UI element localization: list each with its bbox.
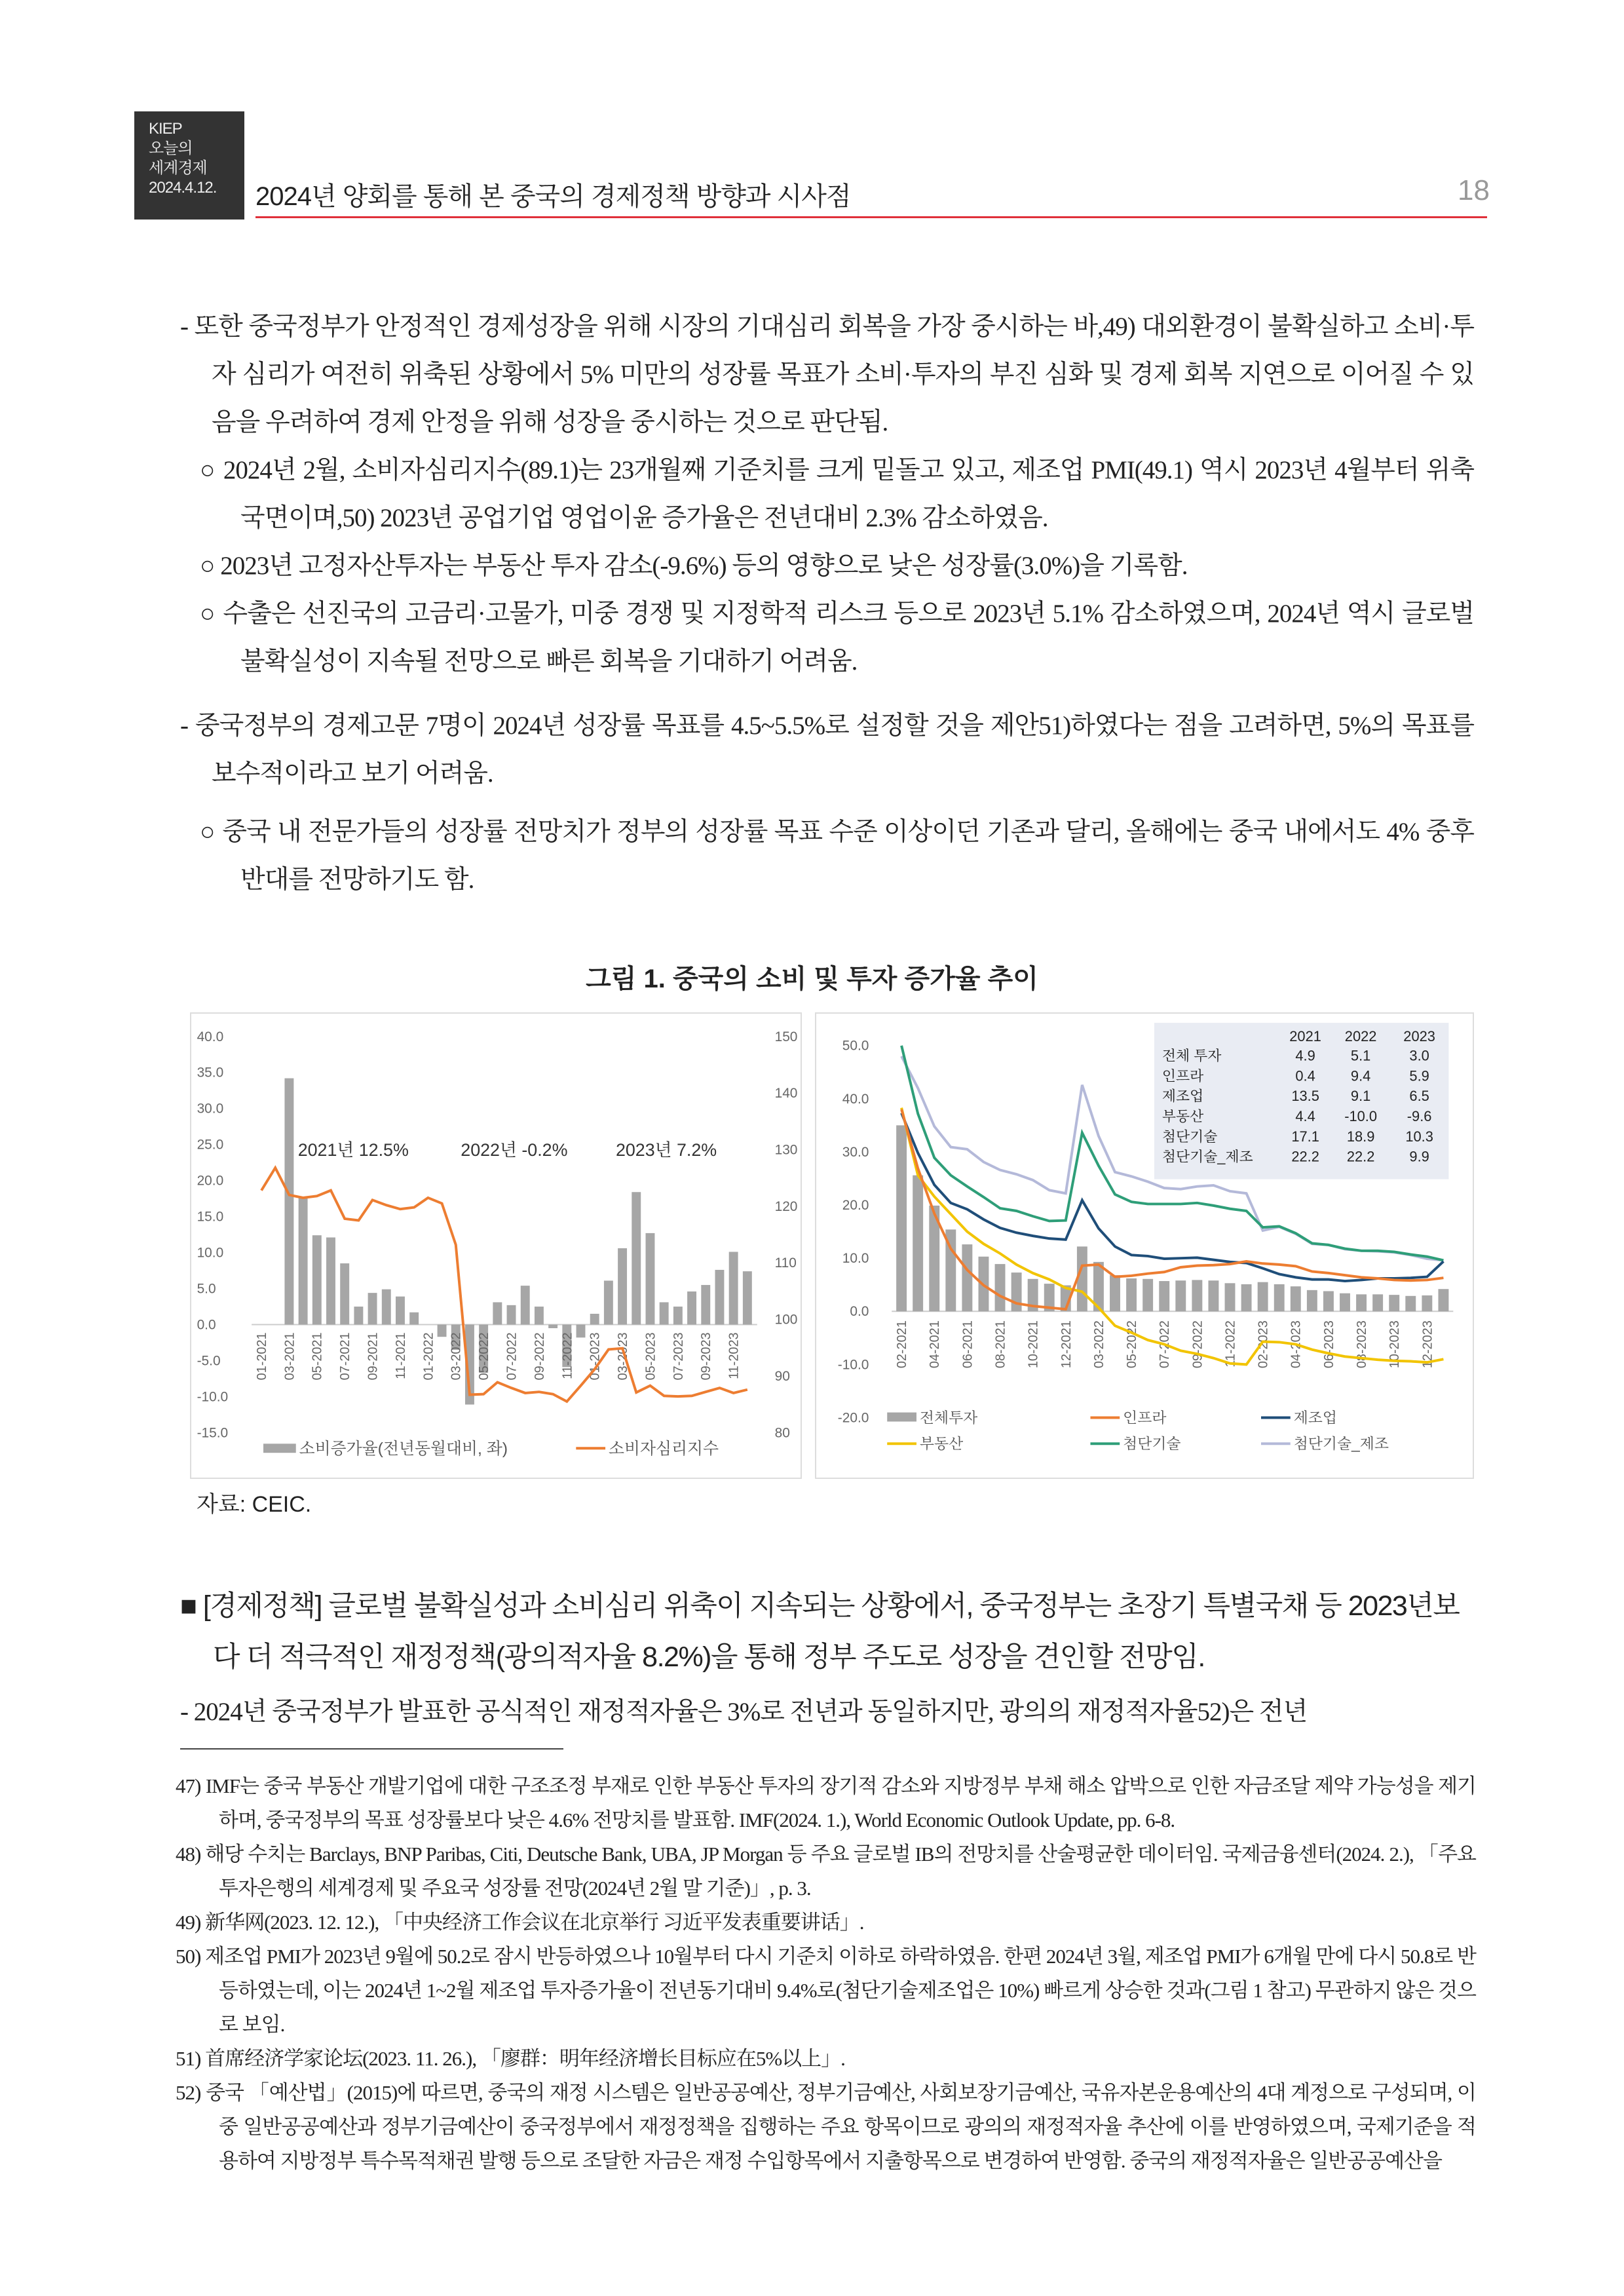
badge-line: KIEP xyxy=(149,120,182,138)
bar xyxy=(660,1302,669,1324)
annotation: 2023년 7.2% xyxy=(615,1139,717,1160)
table-cell: 9.1 xyxy=(1350,1088,1371,1105)
x-tick-label: 11-2022 xyxy=(1223,1320,1238,1368)
table-cell: 첨단기술 xyxy=(1161,1128,1218,1145)
y2-tick-label: 130 xyxy=(774,1142,798,1158)
x-tick-label: 09-2023 xyxy=(699,1332,714,1381)
bar xyxy=(396,1297,405,1325)
figure-title: 그림 1. 중국의 소비 및 투자 증가율 추이 xyxy=(586,965,1038,993)
table-cell: 4.9 xyxy=(1295,1047,1315,1064)
bar xyxy=(962,1244,972,1311)
bar xyxy=(299,1197,308,1325)
y-tick-label: 25.0 xyxy=(197,1137,224,1153)
bar xyxy=(1405,1296,1416,1312)
y-tick-label: 10.0 xyxy=(842,1251,869,1267)
bar xyxy=(340,1263,349,1324)
x-tick-label: 08-2023 xyxy=(1355,1320,1370,1369)
table-cell: 부동산 xyxy=(1161,1108,1204,1125)
y2-tick-label: 120 xyxy=(774,1198,798,1214)
bar xyxy=(1126,1278,1137,1311)
y-tick-label: -10.0 xyxy=(837,1357,869,1373)
y-tick-label: 20.0 xyxy=(197,1173,224,1189)
y-tick-label: 5.0 xyxy=(197,1281,216,1297)
bar xyxy=(312,1235,322,1324)
bar xyxy=(715,1270,724,1325)
figure-source: 자료: CEIC. xyxy=(197,1492,312,1517)
table-cell: 17.1 xyxy=(1291,1128,1319,1145)
bullet-item: ○ 중국 내 전문가들의 성장률 전망치가 정부의 성장률 목표 수준 이상이던 기존과 달리, 올해에는 중국 내에서도 4% 중후반대를 전망하기도 함. xyxy=(200,818,1474,894)
bar xyxy=(354,1307,363,1324)
header-divider xyxy=(255,216,1487,218)
y2-tick-label: 110 xyxy=(774,1255,797,1271)
badge-line: 세계경제 xyxy=(149,159,207,177)
y-tick-label: 0.0 xyxy=(850,1304,869,1320)
x-tick-label: 07-2023 xyxy=(671,1332,686,1381)
footnote: 48) 해당 수치는 Barclays, BNP Paribas, Citi, Deutsche Bank, UBA, JP Morgan 등 주요 글로벌 IB의 전망치를 산술평균한 데이터임. 국제금융센터(2024. 2.), 「주요 투자은행의 세계경제 및 주요국 성장률 전망(2024년 2월 말 기준)」, p. 3. xyxy=(176,1843,1476,1900)
y-tick-label: -15.0 xyxy=(197,1425,229,1441)
bar xyxy=(576,1325,586,1338)
x-tick-label: 03-2021 xyxy=(282,1332,297,1381)
table-cell: 0.4 xyxy=(1295,1067,1315,1084)
bar xyxy=(687,1292,696,1325)
legend-label: 부동산 xyxy=(919,1435,964,1453)
x-tick-label: 05-2023 xyxy=(643,1332,658,1381)
legend-label: 전체투자 xyxy=(919,1409,978,1426)
paragraph: - 또한 중국정부가 안정적인 경제성장을 위해 시장의 기대심리 회복을 가장 중시하는 바,49) 대외환경이 불확실하고 소비·투자 심리가 여전히 위축된 상황에서 5% 미만의 성장률 목표가 소비·투자의 부진 심화 및 경제 회복 지연으로 이어질 수 있음을 우려하여 경제 안정을 위해 성장을 중시하는 것으로 판단됨. xyxy=(180,313,1474,436)
legend-label: 제조업 xyxy=(1293,1409,1337,1426)
y2-tick-label: 90 xyxy=(774,1368,790,1384)
bar xyxy=(896,1125,907,1311)
bar xyxy=(1340,1293,1350,1312)
table-cell: 5.1 xyxy=(1350,1047,1371,1064)
y-tick-label: -10.0 xyxy=(197,1389,229,1405)
table-cell: 6.5 xyxy=(1409,1088,1429,1105)
bar xyxy=(701,1285,710,1324)
footnote-divider xyxy=(180,1748,563,1750)
annotation: 2021년 12.5% xyxy=(297,1139,409,1160)
x-tick-label: 03-2022 xyxy=(1091,1320,1106,1369)
bar xyxy=(382,1290,391,1325)
bar xyxy=(1307,1290,1317,1311)
x-tick-label: 11-2022 xyxy=(560,1332,575,1379)
bullet-item: ○ 수출은 선진국의 고금리·고물가, 미중 경쟁 및 지정학적 리스크 등으로 2023년 5.1% 감소하였으며, 2024년 역시 글로벌 불확실성이 지속될 전망으로 빠른 회복을 기대하기 어려움. xyxy=(200,600,1474,676)
x-tick-label: 04-2023 xyxy=(1289,1320,1304,1369)
table-cell: 10.3 xyxy=(1405,1128,1433,1145)
bar xyxy=(1192,1280,1202,1311)
bar xyxy=(1438,1289,1448,1311)
x-tick-label: 06-2023 xyxy=(1321,1320,1336,1369)
bar xyxy=(632,1192,641,1324)
running-title: 2024년 양회를 통해 본 중국의 경제정책 방향과 시사점 xyxy=(255,182,851,211)
y-tick-label: 30.0 xyxy=(842,1144,869,1160)
bar xyxy=(326,1237,335,1324)
bar xyxy=(1110,1275,1120,1311)
x-tick-label: 09-2022 xyxy=(1190,1320,1205,1369)
bullet-item: ○ 2024년 2월, 소비자심리지수(89.1)는 23개월째 기준치를 크게 밑돌고 있고, 제조업 PMI(49.1) 역시 2023년 4월부터 위축 국면이며,50) 2023년 공업기업 영업이윤 증가율은 전년대비 2.3% 감소하였음. xyxy=(200,456,1474,532)
y-tick-label: -5.0 xyxy=(197,1353,221,1369)
x-tick-label: 02-2023 xyxy=(1256,1320,1271,1369)
footnote: 47) IMF는 중국 부동산 개발기업에 대한 구조조정 부재로 인한 부동산 투자의 장기적 감소와 지방정부 부채 해소 압박으로 인한 자금조달 제약 가능성을 제기하며, 중국정부의 목표 성장률보다 낮은 4.6% 전망치를 발표함. IMF(2024. 1.), World Economic Outlook Update, pp. 6-8. xyxy=(176,1774,1476,1831)
bar xyxy=(548,1325,557,1328)
page-number: 18 xyxy=(1458,174,1490,206)
y-tick-label: 40.0 xyxy=(197,1029,224,1044)
legend-label: 인프라 xyxy=(1123,1409,1167,1426)
bar xyxy=(1225,1283,1236,1311)
x-tick-label: 09-2022 xyxy=(532,1332,547,1381)
y-tick-label: 20.0 xyxy=(842,1198,869,1214)
bar xyxy=(1142,1279,1153,1311)
bar xyxy=(284,1079,293,1325)
bar xyxy=(1372,1294,1383,1311)
investment-chart xyxy=(815,1012,1474,1479)
bar xyxy=(1011,1272,1022,1311)
y2-tick-label: 80 xyxy=(774,1425,790,1441)
footnote: 49) 新华网(2023. 12. 12.), 「中央经济工作会议在北京举行 习近平发表重要讲话」. xyxy=(176,1911,864,1934)
table-cell: 4.4 xyxy=(1295,1108,1315,1125)
legend-label: 첨단기술_제조 xyxy=(1293,1435,1389,1453)
legend-swatch-bar xyxy=(263,1444,296,1453)
x-tick-label: 01-2023 xyxy=(588,1332,603,1381)
y-tick-label: 40.0 xyxy=(842,1091,869,1107)
bar xyxy=(618,1248,627,1325)
table-cell: 22.2 xyxy=(1291,1148,1319,1165)
x-tick-label: 01-2021 xyxy=(254,1332,269,1381)
x-tick-label: 08-2021 xyxy=(993,1320,1008,1369)
x-tick-label: 11-2021 xyxy=(393,1332,408,1379)
x-tick-label: 11-2023 xyxy=(727,1332,742,1379)
table-cell: 첨단기술_제조 xyxy=(1161,1148,1253,1165)
bar xyxy=(368,1293,377,1324)
bar xyxy=(646,1233,655,1325)
table-cell: 13.5 xyxy=(1291,1088,1319,1105)
bar xyxy=(438,1325,447,1337)
legend-label: 소비자심리지수 xyxy=(609,1440,719,1459)
consumption-chart xyxy=(190,1012,802,1479)
y-tick-label: 50.0 xyxy=(842,1038,869,1054)
table-cell: 인프라 xyxy=(1161,1067,1204,1084)
x-tick-label: 07-2022 xyxy=(504,1332,519,1381)
bar xyxy=(729,1252,738,1324)
x-tick-label: 01-2022 xyxy=(421,1332,436,1381)
x-tick-label: 07-2022 xyxy=(1158,1320,1173,1369)
x-tick-label: 02-2021 xyxy=(895,1320,910,1369)
footnote: 51) 首席经济学家论坛(2023. 11. 26.), 「廖群：明年经济增长目标应在5%以上」. xyxy=(176,2047,845,2070)
y2-tick-label: 150 xyxy=(774,1029,798,1044)
table-header: 2023 xyxy=(1403,1027,1435,1044)
y-tick-label: 30.0 xyxy=(197,1101,224,1117)
bar xyxy=(1323,1291,1334,1311)
bar xyxy=(995,1264,1006,1311)
x-tick-label: 10-2023 xyxy=(1388,1320,1403,1369)
table-cell: 9.4 xyxy=(1350,1067,1371,1084)
bar xyxy=(493,1302,502,1324)
table-cell: 전체 투자 xyxy=(1161,1047,1222,1064)
paragraph: - 중국정부의 경제고문 7명이 2024년 성장률 목표를 4.5~5.5%로 설정할 것을 제안51)하였다는 점을 고려하면, 5%의 목표를 보수적이라고 보기 어려움. xyxy=(180,712,1474,788)
bar xyxy=(1389,1295,1399,1311)
y-tick-label: 15.0 xyxy=(197,1209,224,1225)
table-cell: 18.9 xyxy=(1346,1128,1375,1145)
bar xyxy=(1274,1284,1285,1311)
bar xyxy=(1422,1295,1432,1311)
y2-tick-label: 100 xyxy=(774,1312,798,1328)
paragraph: - 2024년 중국정부가 발표한 공식적인 재정적자율은 3%로 전년과 동일하지만, 광의의 재정적자율52)은 전년 xyxy=(180,1698,1308,1726)
x-tick-label: 03-2023 xyxy=(616,1332,631,1381)
bar xyxy=(1175,1280,1186,1311)
bar xyxy=(1258,1282,1268,1312)
table-cell: 3.0 xyxy=(1409,1047,1429,1064)
x-tick-label: 03-2022 xyxy=(449,1332,464,1381)
publication-badge xyxy=(134,111,244,220)
table-cell: -10.0 xyxy=(1344,1108,1378,1125)
x-tick-label: 09-2021 xyxy=(366,1332,381,1381)
badge-line: 오늘의 xyxy=(149,140,193,157)
bullet-item: ○ 2023년 고정자산투자는 부동산 투자 감소(-9.6%) 등의 영향으로 낮은 성장률(3.0%)을 기록함. xyxy=(200,552,1188,580)
bar xyxy=(604,1280,613,1324)
x-tick-label: 05-2021 xyxy=(310,1332,325,1381)
bar xyxy=(1356,1294,1367,1311)
bar xyxy=(409,1312,419,1325)
y-tick-label: -20.0 xyxy=(837,1410,869,1426)
y2-tick-label: 140 xyxy=(774,1086,798,1101)
bar xyxy=(521,1286,530,1324)
x-tick-label: 07-2021 xyxy=(338,1332,353,1381)
x-tick-label: 04-2021 xyxy=(928,1320,943,1369)
section-heading: ■ [경제정책] 글로벌 불확실성과 소비심리 위축이 지속되는 상황에서, 중국정부는 초장기 특별국채 등 2023년보다 더 적극적인 재정정책(광의적자율 8.2%)을 통해 정부 주도로 성장을 견인할 전망임. xyxy=(180,1590,1460,1673)
table-cell: 9.9 xyxy=(1409,1148,1429,1165)
bar xyxy=(535,1307,544,1324)
table-cell: 5.9 xyxy=(1409,1067,1429,1084)
footnote: 52) 중국 「예산법」(2015)에 따르면, 중국의 재정 시스템은 일반공공예산, 정부기금예산, 사회보장기금예산, 국유자본운용예산의 4대 계정으로 구성되며, 이 중 일반공공예산과 정부기금예산이 중국정부에서 재정정책을 집행하는 주요 항목이므로 광의의 재정적자율 추산에 이를 반영하였으며, 국제기준을 적용하여 지방정부 특수목적채권 발행 등으로 조달한 자금은 재정 수입항목에서 지출항목으로 변경하여 반영함. 중국의 재정적자율은 일반공공예산을 xyxy=(176,2081,1476,2172)
x-tick-label: 05-2022 xyxy=(477,1332,492,1381)
table-header: 2022 xyxy=(1344,1027,1377,1044)
bar xyxy=(1241,1284,1252,1311)
bar xyxy=(1208,1280,1218,1311)
bar xyxy=(1159,1281,1169,1311)
legend-label: 첨단기술 xyxy=(1123,1435,1181,1453)
y-tick-label: 0.0 xyxy=(197,1317,216,1333)
bar xyxy=(743,1271,752,1324)
table-header: 2021 xyxy=(1289,1027,1321,1044)
legend-swatch-bar xyxy=(887,1413,916,1422)
x-tick-label: 12-2023 xyxy=(1420,1320,1435,1369)
x-tick-label: 05-2022 xyxy=(1125,1320,1140,1369)
y-tick-label: 10.0 xyxy=(197,1245,224,1261)
annotation: 2022년 -0.2% xyxy=(461,1139,568,1160)
table-cell: 제조업 xyxy=(1161,1088,1204,1105)
bar xyxy=(590,1314,599,1324)
table-cell: -9.6 xyxy=(1407,1108,1432,1125)
y-tick-label: 35.0 xyxy=(197,1065,224,1081)
legend-label: 소비증가율(전년동월대비, 좌) xyxy=(299,1440,508,1459)
x-tick-label: 12-2021 xyxy=(1059,1320,1074,1369)
x-tick-label: 10-2021 xyxy=(1026,1320,1041,1369)
bar xyxy=(673,1307,683,1324)
x-tick-label: 06-2021 xyxy=(960,1320,975,1369)
bar xyxy=(507,1305,516,1325)
bar xyxy=(1291,1286,1301,1311)
table-cell: 22.2 xyxy=(1346,1148,1375,1165)
footnote: 50) 제조업 PMI가 2023년 9월에 50.2로 잠시 반등하였으나 10월부터 다시 기준치 이하로 하락하였음. 한편 2024년 3월, 제조업 PMI가 6개월 만에 다시 50.8로 반등하였는데, 이는 2024년 1~2월 제조업 투자증가율이 전년동기대비 9.4%로(첨단기술제조업은 10%) 빠르게 상승한 것과(그림 1 참고) 무관하지 않은 것으로 보임. xyxy=(176,1945,1476,2036)
bar xyxy=(913,1176,923,1312)
badge-line: 2024.4.12. xyxy=(149,179,217,197)
